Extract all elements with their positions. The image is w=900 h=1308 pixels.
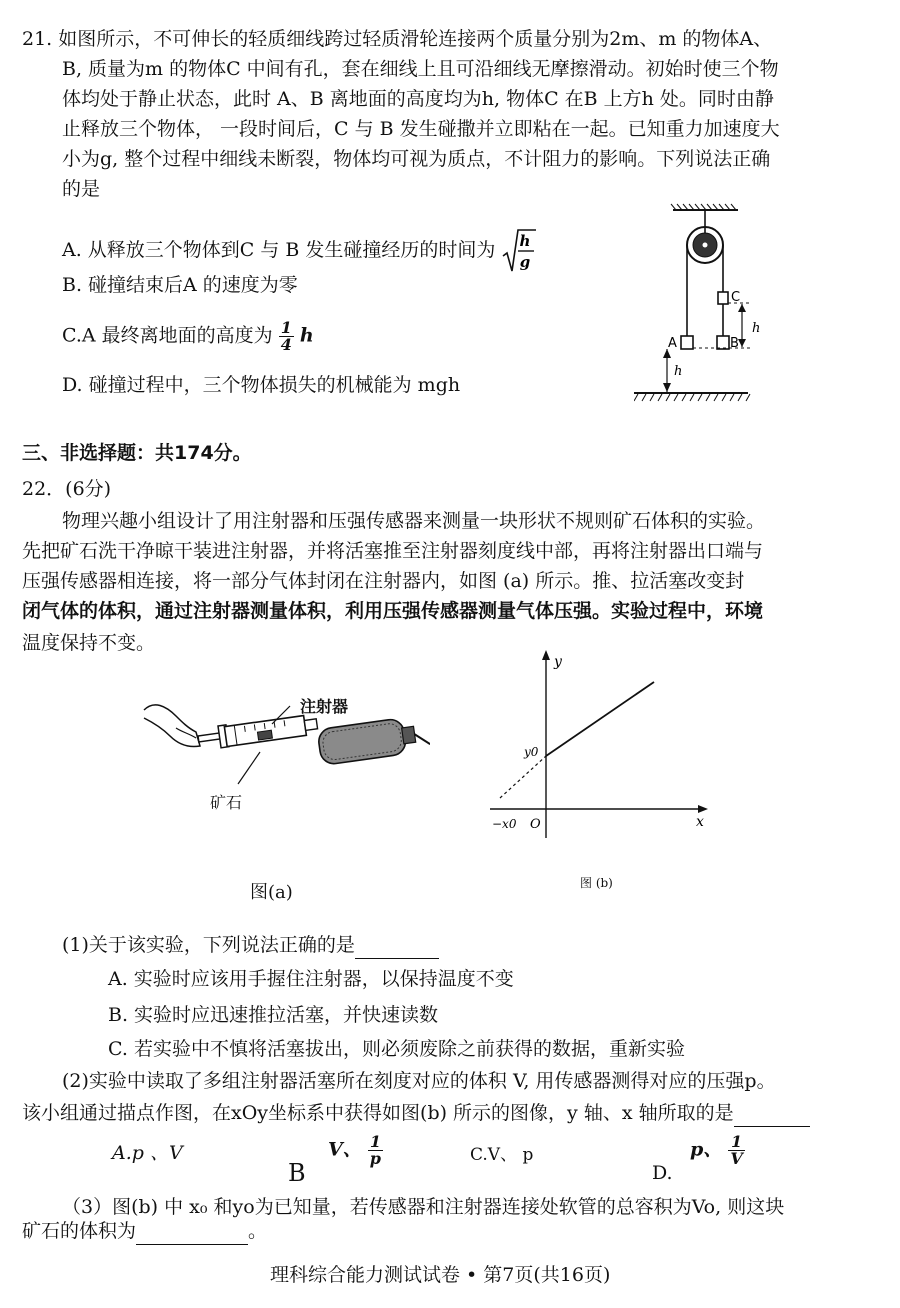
q22-intro-1: 物理兴趣小组设计了用注射器和压强传感器来测量一块形状不规则矿石体积的实验。 [62,510,766,532]
q22-sub1-option-c: C. 若实验中不慎将活塞拔出，则必须废除之前获得的数据，重新实验 [108,1038,685,1060]
q21-line-2: B, 质量为m 的物体C 中间有孔，套在细线上且可沿细线无摩擦滑动。初始时使三个物 [62,58,779,80]
q22-sub2-option-d-var: p、 [690,1138,723,1161]
axis-y-label: y [554,654,562,670]
q22-sub3-line-2 [22,1218,267,1245]
q21-line-4: 止释放三个物体， 一段时间后，C 与 B 发生碰撒并立即粘在一起。已知重力加速度大 [62,118,780,140]
q22-sub2-option-d-letter: D. [652,1162,673,1184]
label-c: C [731,290,741,305]
q22-sub2-option-b-var: V、 [328,1138,362,1161]
label-h-lower: h [674,364,683,379]
q22-sub2-option-b-letter: B [288,1159,306,1187]
block-b [717,336,729,349]
q22-sub1-option-b: B. 实验时应迅速推拉活塞，并快速读数 [108,1004,439,1026]
label-b: B [730,336,739,351]
q22-sub2-option-c: C.V、 p [470,1145,534,1165]
fraction-1-over-p: $\frac{1}{p}$ [369,1132,381,1168]
q21-line-5: 小为g, 整个过程中细线未断裂，物体均可视为质点，不计阻力的影响。下列说法正确 [62,148,771,170]
answer-blank-2 [734,1100,810,1127]
sqrt-num: h [520,232,531,250]
svg-text:h: h [752,321,761,336]
answer-blank-1 [355,932,439,959]
sqrt-h-over-g [501,228,537,274]
block-c [718,292,728,304]
page-footer: 理科综合能力测试试卷 • 第7页(共16页) [270,1264,611,1286]
q21-option-d: D. 碰撞过程中，三个物体损失的机械能为 mgh [62,374,461,396]
graph-extension [500,756,546,798]
ground-hatch [634,392,754,404]
x0-label: −x0 [492,817,517,831]
origin-label: O [530,817,541,832]
q22-intro-3: 压强传感器相连接，将一部分气体封闭在注射器内，如图 (a) 所示。推、拉活塞改变封 [22,570,745,592]
sqrt-den: g [520,253,531,271]
q22-intro-2: 先把矿石洗干净晾干装进注射器，并将活塞推至注射器刻度线中部，再将注射器出口端与 [22,540,764,562]
label-ore: 矿石 [210,793,243,812]
fraction-1-over-v: $\frac{1}{V}$ [730,1132,743,1168]
q21-line-3: 体均处于静止状态，此时 A、B 离地面的高度均为h, 物体C 在B 上方h 处。同时由静 [62,88,774,110]
pulley-figure [630,200,750,400]
q22-header: 22．(6分) [22,478,112,500]
q22-intro-5: 温度保持不变。 [22,632,156,654]
q22-sub1-option-a: A. 实验时应该用手握住注射器，以保持温度不变 [108,968,514,990]
block-a [681,336,693,349]
answer-blank-3 [136,1218,248,1245]
q22-sub2-option-b [328,1134,383,1167]
section-3-heading: 三、非选择题：共174分。 [22,442,252,464]
y0-label: y0 [524,745,539,759]
q22-sub2-option-d [690,1134,745,1167]
label-syringe: 注射器 [300,697,349,716]
label-a: A [668,336,677,351]
axis-x-label: x [696,814,704,830]
q21-option-c-text: C.A 最终离地面的高度为 [62,324,273,347]
q21-option-a-text: A. 从释放三个物体到C 与 B 发生碰撞经历的时间为 [62,239,496,261]
q22-sub3-end: 。 [248,1220,268,1242]
q22-sub1-text: (1)关于该实验，下列说法正确的是 [62,934,355,956]
fraction-1-4: $\frac{1}{4}$ [280,318,292,354]
figure-a-caption: 图(a) [250,882,293,903]
q21-option-c [62,320,314,353]
q22-sub1-question [62,932,439,959]
q22-sub2-text: 该小组通过描点作图，在xOy坐标系中获得如图(b) 所示的图像，y 轴、x 轴所取的是 [22,1102,734,1124]
var-h: h [299,324,314,347]
graph-line [546,682,654,756]
q22-sub3-line-1: （3）图(b) 中 x₀ 和yo为已知量，若传感器和注射器连接处软管的总容积为Vo, 则这块 [62,1196,785,1218]
q22-intro-4: 闭气体的体积，通过注射器测量体积，利用压强传感器测量气体压强。实验过程中，环境 [22,600,764,622]
figure-a-syringe [140,688,430,808]
q22-sub2-line-2 [22,1100,810,1127]
q22-sub2-option-a: A.p 、V [112,1142,183,1164]
q21-option-a [62,228,537,274]
figure-b-caption: 图 (b) [580,876,613,890]
q21-line-1: 21. 如图所示，不可伸长的轻质细线跨过轻质滑轮连接两个质量分别为2m、m 的物体A、 [22,28,773,50]
q21-line-6: 的是 [62,178,101,200]
q22-sub2-line-1: (2)实验中读取了多组注射器活塞所在刻度对应的体积 V, 用传感器测得对应的压强p。 [62,1070,776,1092]
q21-option-b: B. 碰撞结束后A 的速度为零 [62,274,298,296]
q22-sub3-text: 矿石的体积为 [22,1220,137,1242]
figure-b-graph [488,646,718,846]
pulley-h-upper-label [744,310,774,350]
